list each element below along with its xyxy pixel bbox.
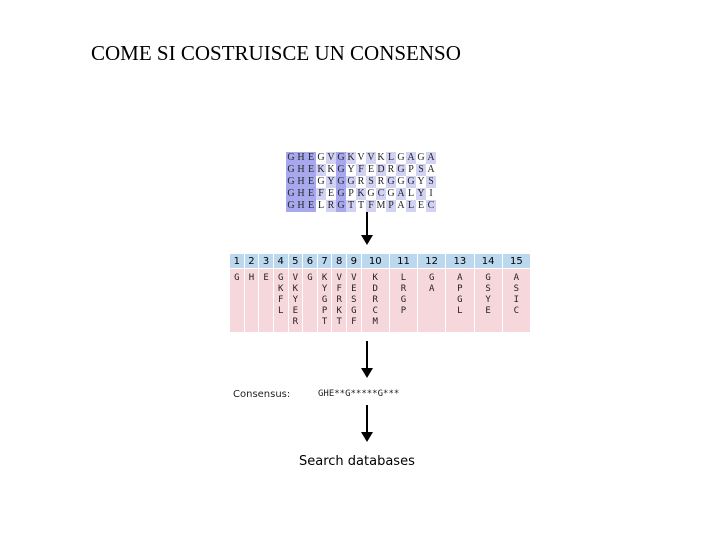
position-residues	[418, 269, 445, 332]
residue: V	[327, 152, 335, 163]
residue: A	[427, 152, 435, 163]
residue: S	[513, 284, 520, 294]
arrow-down-icon	[361, 212, 373, 245]
residue: M	[372, 317, 378, 327]
residue: E	[307, 200, 315, 211]
residue: G	[287, 188, 295, 199]
residue: G	[337, 188, 345, 199]
residue: A	[397, 200, 405, 211]
residue: A	[457, 273, 463, 283]
residue: K	[372, 273, 378, 283]
residue: A	[407, 152, 415, 163]
residue: F	[316, 188, 326, 200]
residue: P	[408, 164, 414, 175]
residue: C	[372, 306, 378, 316]
residue: K	[277, 284, 284, 294]
residue: G	[321, 295, 328, 305]
residue: E	[351, 284, 357, 294]
residue: G	[485, 273, 491, 283]
residue: L	[317, 200, 325, 211]
residue: R	[400, 284, 407, 294]
position-table	[229, 253, 531, 333]
residue: G	[287, 164, 295, 175]
residue: L	[407, 188, 415, 199]
position-header: 3	[259, 254, 273, 268]
residue: H	[297, 164, 305, 175]
residue: Y	[347, 164, 355, 175]
residue: E	[485, 306, 491, 316]
position-header: 12	[418, 254, 445, 268]
position-header: 7	[318, 254, 332, 268]
residue: R	[387, 164, 395, 175]
alignment-row	[286, 176, 436, 188]
residue: E	[417, 200, 425, 211]
residue: K	[336, 306, 342, 316]
position-residues	[503, 269, 530, 332]
residue: K	[357, 188, 365, 199]
residue: L	[387, 152, 395, 163]
residue: L	[407, 200, 415, 211]
residue: G	[337, 176, 345, 187]
residue: G	[234, 273, 240, 283]
residue: R	[372, 295, 378, 305]
residue: K	[347, 152, 355, 163]
residue: F	[277, 295, 284, 305]
residue: G	[347, 176, 355, 187]
residue: V	[292, 273, 299, 283]
position-header: 15	[503, 254, 530, 268]
residue: G	[387, 188, 395, 199]
residue: V	[351, 273, 357, 283]
alignment-row	[286, 152, 436, 164]
residue: A	[427, 164, 435, 175]
position-header: 1	[230, 254, 244, 268]
residue: L	[277, 306, 284, 316]
residue: G	[417, 152, 425, 163]
residue: K	[317, 164, 325, 175]
residue: G	[397, 164, 405, 175]
position-header: 9	[347, 254, 361, 268]
residue: S	[416, 164, 426, 176]
residue: F	[351, 317, 357, 327]
residue: I	[513, 295, 520, 305]
residue: H	[297, 152, 305, 163]
residue: Y	[417, 188, 425, 199]
residue: D	[372, 284, 378, 294]
position-header: 6	[303, 254, 317, 268]
consensus-label: Consensus:	[233, 389, 291, 400]
residue: H	[297, 188, 305, 199]
page-title: COME SI COSTRUISCE UN CONSENSO	[91, 41, 461, 65]
position-header: 4	[274, 254, 288, 268]
residue: R	[377, 176, 385, 187]
residue: G	[397, 152, 405, 163]
residue: S	[426, 176, 436, 188]
residue: H	[297, 176, 305, 187]
residue: E	[307, 152, 315, 163]
residue: P	[348, 188, 354, 199]
residue: C	[377, 188, 385, 199]
residue: E	[367, 164, 375, 175]
residue: K	[377, 152, 385, 163]
position-residues	[245, 269, 259, 332]
residue: R	[292, 317, 299, 327]
residue: H	[297, 200, 305, 211]
residue: G	[337, 200, 345, 211]
residue: G	[400, 295, 407, 305]
residue: P	[400, 306, 407, 316]
residue: G	[287, 200, 295, 211]
position-residues	[289, 269, 303, 332]
residue: F	[336, 284, 342, 294]
residue: G	[337, 164, 345, 175]
residue: V	[357, 152, 365, 163]
position-header: 10	[362, 254, 389, 268]
residue: T	[336, 317, 342, 327]
position-residues	[446, 269, 473, 332]
residue: E	[292, 306, 299, 316]
residue: G	[397, 176, 405, 187]
position-header: 13	[446, 254, 473, 268]
residue: A	[428, 284, 435, 294]
residue: E	[307, 188, 315, 199]
residue: K	[292, 284, 299, 294]
alignment-row	[286, 200, 436, 212]
residue: F	[366, 200, 376, 212]
position-residues	[347, 269, 361, 332]
residue: G	[287, 176, 295, 187]
alignment-row	[286, 188, 436, 200]
residue: E	[307, 176, 315, 187]
residue: G	[351, 306, 357, 316]
residue: K	[327, 164, 335, 175]
residue: T	[321, 317, 328, 327]
residue: E	[307, 164, 315, 175]
position-residues	[230, 269, 244, 332]
residue: G	[387, 176, 395, 187]
residue: S	[366, 176, 376, 188]
residue: R	[357, 176, 365, 187]
residue: E	[327, 188, 335, 199]
residue: A	[513, 273, 520, 283]
position-header: 11	[390, 254, 417, 268]
consensus-sequence: GHE**G*****G***	[318, 389, 400, 399]
residue: D	[377, 164, 385, 175]
residue: Y	[417, 176, 425, 187]
residue: R	[336, 295, 342, 305]
residue: G	[367, 188, 375, 199]
residue: G	[457, 295, 463, 305]
residue: G	[277, 273, 284, 283]
alignment-row	[286, 164, 436, 176]
search-databases-label: Search databases	[299, 454, 415, 469]
residue: I	[429, 188, 433, 199]
residue: P	[386, 200, 396, 212]
residue: M	[376, 200, 386, 211]
residue: G	[337, 152, 345, 163]
residue: G	[317, 176, 325, 187]
residue: Y	[292, 295, 299, 305]
residue: L	[457, 306, 463, 316]
sequence-alignment	[286, 152, 436, 212]
residue: H	[248, 273, 255, 283]
residue: P	[457, 284, 463, 294]
residue: T	[347, 200, 355, 211]
position-residues	[274, 269, 288, 332]
residue: E	[263, 273, 269, 283]
residue: Y	[327, 176, 335, 187]
residue: K	[321, 273, 328, 283]
position-residues	[318, 269, 332, 332]
residue: G	[428, 273, 435, 283]
residue: C	[513, 306, 520, 316]
residue: G	[317, 152, 325, 163]
position-residues	[303, 269, 317, 332]
residue: G	[407, 176, 415, 187]
residue: V	[336, 273, 342, 283]
arrow-down-icon	[361, 405, 373, 442]
residue: C	[427, 200, 435, 211]
arrow-down-icon	[361, 341, 373, 378]
position-header: 2	[245, 254, 259, 268]
residue: T	[357, 200, 365, 211]
residue: A	[397, 188, 405, 199]
residue: F	[356, 164, 366, 176]
residue: L	[400, 273, 407, 283]
position-header: 8	[332, 254, 346, 268]
position-header: 14	[475, 254, 502, 268]
residue: R	[327, 200, 335, 211]
residue: G	[307, 273, 313, 283]
residue: S	[485, 284, 491, 294]
residue: Y	[321, 284, 328, 294]
residue: S	[351, 295, 357, 305]
residue: Y	[485, 295, 491, 305]
position-residues	[390, 269, 417, 332]
position-header: 5	[289, 254, 303, 268]
position-residues	[475, 269, 502, 332]
position-residues	[332, 269, 346, 332]
residue: V	[367, 152, 375, 163]
residue: G	[287, 152, 295, 163]
position-residues	[259, 269, 273, 332]
position-residues	[362, 269, 389, 332]
residue: P	[321, 306, 328, 316]
